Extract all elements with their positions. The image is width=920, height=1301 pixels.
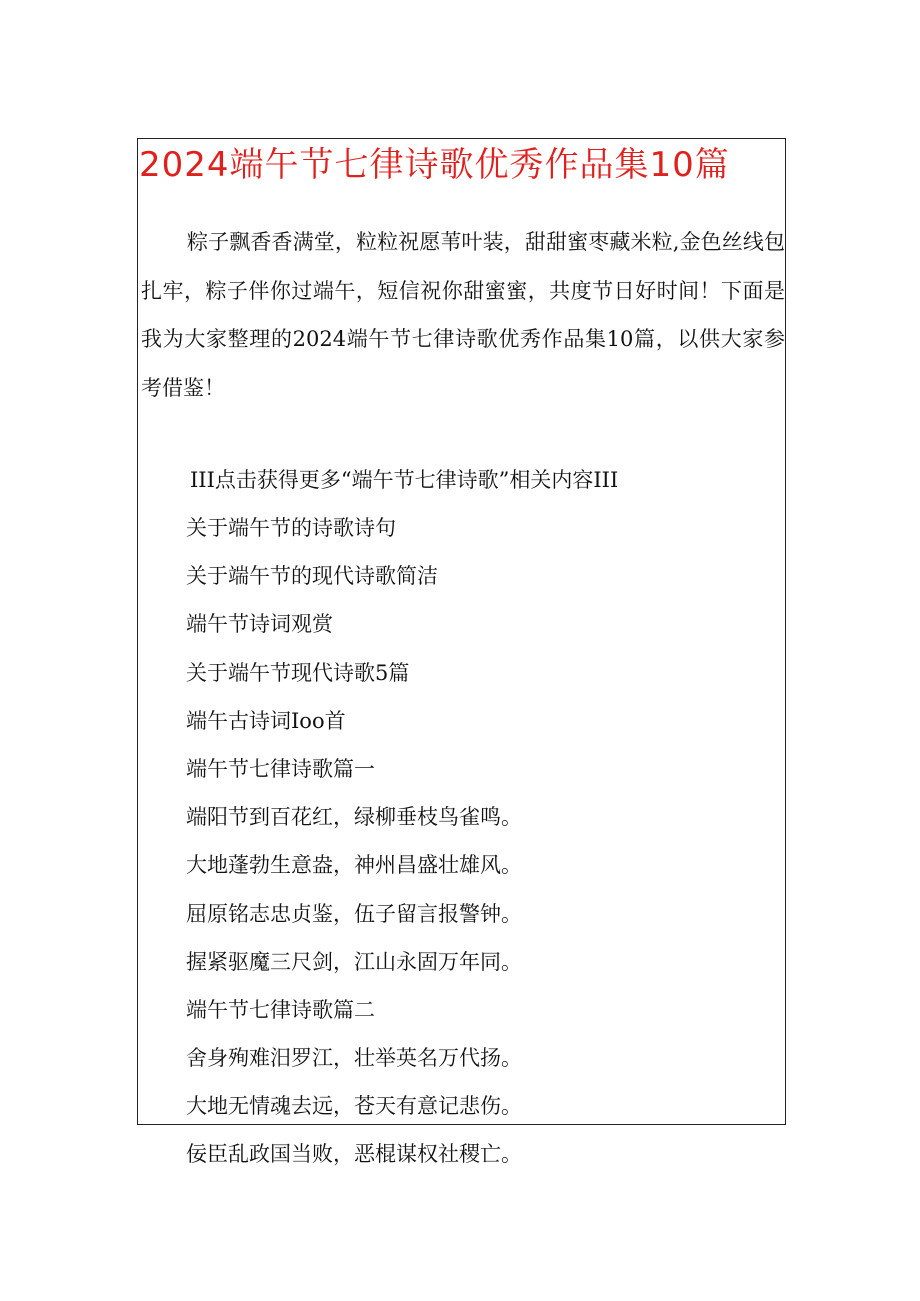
poem-heading: 端午节七律诗歌篇二 (186, 997, 375, 1022)
poem-line: 佞臣乱政国当败，恶棍谋权社稷亡。 (186, 1142, 522, 1167)
poem-line: 屈原铭志忠贞鉴，伍子留言报警钟。 (186, 901, 522, 926)
poem-line: 舍身殉难汨罗江，壮举英名万代扬。 (186, 1046, 522, 1071)
related-link-item[interactable]: 端午古诗词Ioo首 (186, 708, 346, 733)
poem-line: 握紧驱魔三尺剑，江山永固万年同。 (186, 949, 522, 974)
poem-line: 大地无情魂去远，苍天有意记悲伤。 (186, 1094, 522, 1119)
document-title: 2024端午节七律诗歌优秀作品集10篇 (139, 145, 730, 185)
related-link-item[interactable]: 关于端午节的现代诗歌简洁 (186, 564, 438, 589)
content-lines (186, 510, 522, 1185)
related-link-item[interactable]: 端午节诗词观赏 (186, 612, 333, 637)
poem-line: 端阳节到百花红，绿柳垂枝鸟雀鸣。 (186, 805, 522, 830)
intro-paragraph: 粽子飘香香满堂，粒粒祝愿苇叶装，甜甜蜜枣藏米粒,金色丝线包扎牢，粽子伴你过端午，短信祝你甜蜜蜜，共度节日好时间！下面是我为大家整理的2024端午节七律诗歌优秀作品集10篇，以供大家参考借鉴！ (141, 230, 785, 400)
poem-heading: 端午节七律诗歌篇一 (186, 756, 375, 781)
related-links-heading[interactable]: III点击获得更多“端午节七律诗歌”相关内容III (190, 468, 619, 492)
related-link-item[interactable]: 关于端午节现代诗歌5篇 (186, 660, 410, 685)
related-link-item[interactable]: 关于端午节的诗歌诗句 (186, 516, 396, 540)
poem-line: 大地蓬勃生意盎，神州昌盛壮雄风。 (186, 853, 522, 878)
